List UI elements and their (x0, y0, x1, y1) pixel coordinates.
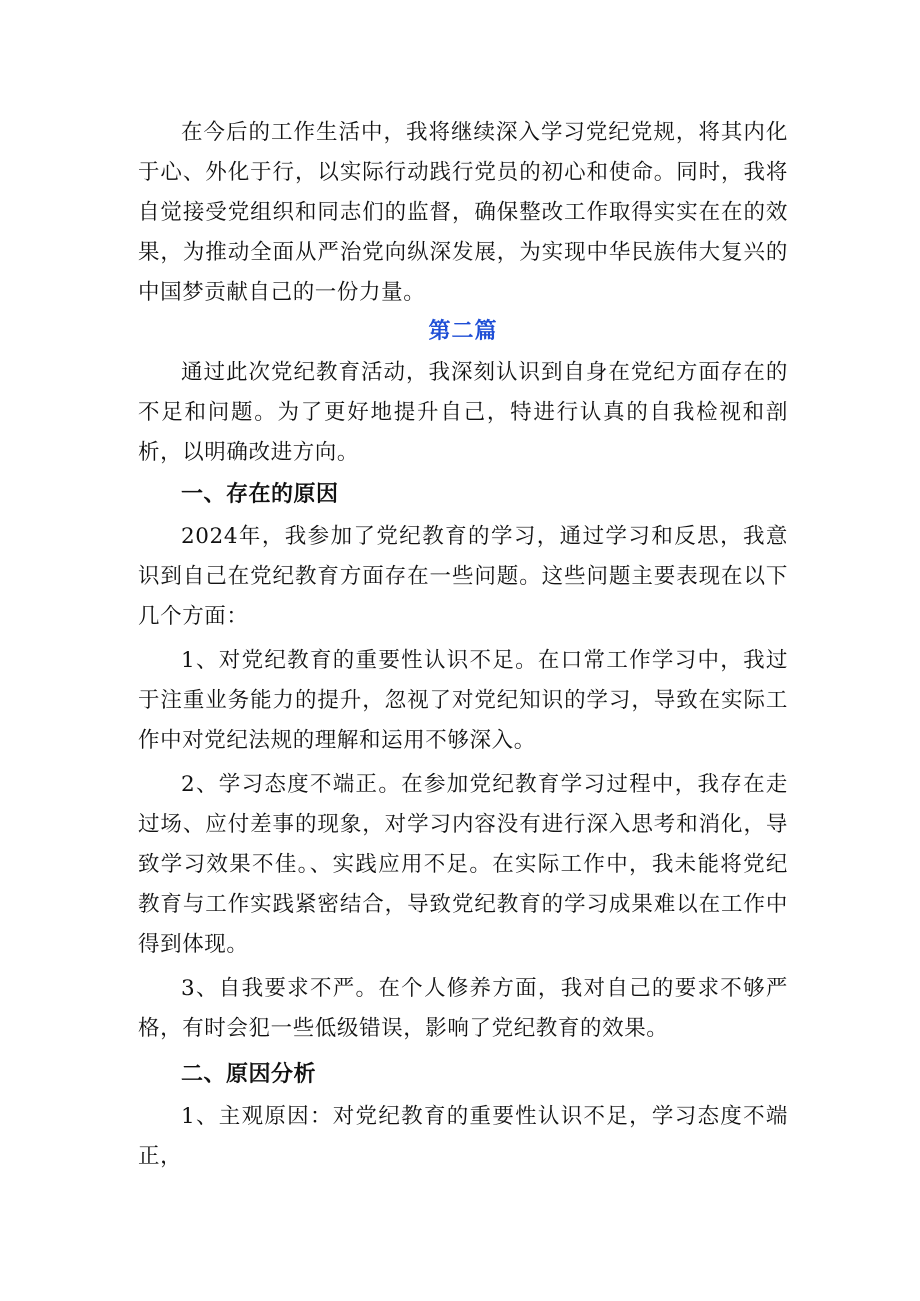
list-item-3: 3、自我要求不严。在个人修养方面，我对自己的要求不够严格，有时会犯一些低级错误，影响了党纪教育的效果。 (138, 976, 788, 1041)
paragraph-2024: 2024年，我参加了党纪教育的学习，通过学习和反思，我意识到自己在党纪教育方面存在一些问题。这些问题主要表现在以下几个方面： (138, 524, 788, 629)
list-item-1: 1、对党纪教育的重要性认识不足。在口常工作学习中，我过于注重业务能力的提升，忽视了对党纪知识的学习，导致在实际工作中对党纪法规的理解和运用不够深入。 (138, 648, 788, 753)
section-title: 第二篇 (428, 319, 498, 344)
section-intro-paragraph: 通过此次党纪教育活动，我深刻认识到自身在党纪方面存在的不足和问题。为了更好地提升自己，特进行认真的自我检视和剖析，以明确改进方向。 (138, 360, 788, 465)
document-page (138, 113, 788, 1177)
heading-cause-analysis: 二、原因分析 (181, 1062, 317, 1087)
intro-paragraph: 在今后的工作生活中，我将继续深入学习党纪党规，将其内化于心、外化于行，以实际行动践行党员的初心和使命。同时，我将自觉接受党组织和同志们的监督，确保整改工作取得实实在在的效果，为推动全面从严治党向纵深发展，为实现中华民族伟大复兴的中国梦贡献自己的一份力量。 (138, 120, 788, 305)
analysis-item-1: 1、主观原因：对党纪教育的重要性认识不足，学习态度不端正， (138, 1104, 788, 1169)
heading-existing-causes: 一、存在的原因 (181, 482, 339, 507)
list-item-2: 2、学习态度不端正。在参加党纪教育学习过程中，我存在走过场、应付差事的现象，对学习内容没有进行深入思考和消化，导致学习效果不佳。、实践应用不足。在实际工作中，我未能将党纪教育与工作实践紧密结合，导致党纪教育的学习成果难以在工作中得到体现。 (138, 772, 788, 957)
